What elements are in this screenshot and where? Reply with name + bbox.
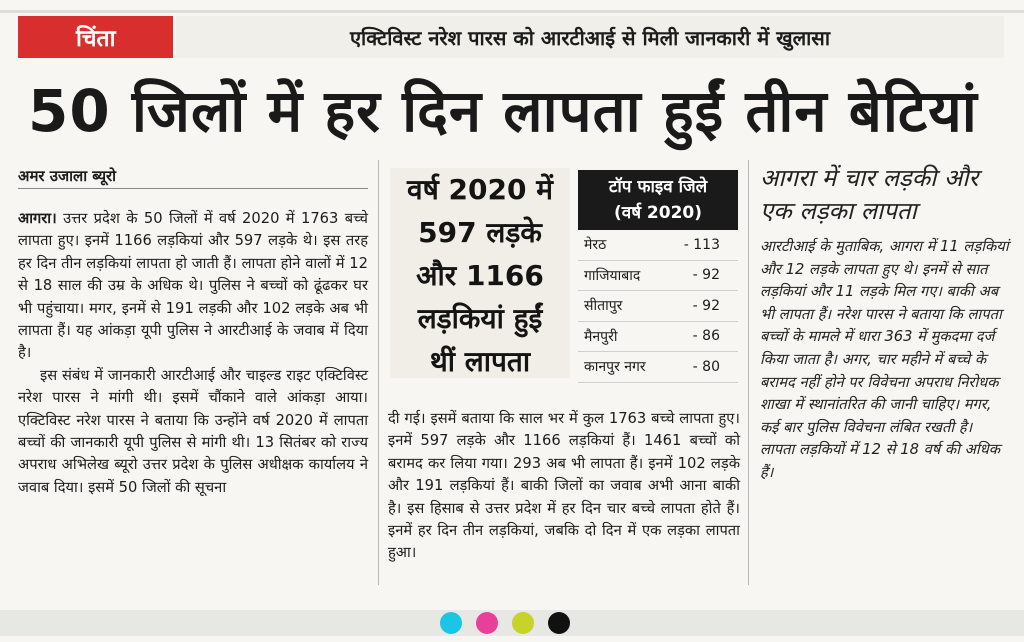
district-name: मेरठ <box>584 237 607 254</box>
top-five-districts-table <box>578 170 738 383</box>
district-name: सीतापुर <box>584 298 623 315</box>
article-column-2 <box>388 408 740 565</box>
district-count: - 113 <box>683 236 720 253</box>
top-five-header <box>578 170 738 230</box>
byline: अमर उजाला ब्यूरो <box>18 167 117 185</box>
sidebar-title: आगरा में चार लड़की और एक लड़का लापता <box>760 164 979 225</box>
district-name: मैनपुरी <box>584 328 618 345</box>
dateline: आगरा। <box>18 210 57 227</box>
district-count: - 86 <box>692 328 720 345</box>
top-five-title: टॉप फाइव जिले <box>608 177 708 197</box>
district-name: गाजियाबाद <box>584 267 641 284</box>
district-name: कानपुर नगर <box>584 359 646 376</box>
sidebar-paragraph: आरटीआई के मुताबिक, आगरा में 11 लड़कियां और 12 लड़के लापता हुए थे। इनमें से सात लड़कियां और 11 लड़के मिल गए। बाकी अब भी लापता हैं। नरेश पारस ने बताया कि लापता बच्चों के मामले में धारा 363 में मुकदमा दर्ज किया जाता है। अगर, चार महीने में बच्चे के बरामद नहीं होने पर विवेचना अपराध निरोधक शाखा में स्थानांतरित की जानी चाहिए। मगर, कई बार पुलिस विवेचना लंबित रखती है। लापता लड़कियों में 12 से 18 वर्ष की अधिक हैं। <box>760 238 1009 481</box>
registration-dot-yellow <box>512 612 534 634</box>
byline-divider <box>18 188 368 189</box>
highlight-line-2: 597 लड़के <box>418 216 542 249</box>
category-tag: चिंता <box>18 16 173 58</box>
highlight-line-5: थीं लापता <box>429 345 531 378</box>
paragraph-3: दी गई। इसमें बताया कि साल भर में कुल 1763 बच्चे लापता हुए। इनमें 597 लड़के और 1166 लड़कियां हैं। 1461 बच्चों को बरामद कर लिया गया। 293 अब भी लापता हैं। इनमें 102 लड़के और 191 लड़कियां हैं। बाकी जिलों का जवाब अभी आना बाकी है। इस हिसाब से उत्तर प्रदेश में हर दिन चार बच्चे लापता होते हैं। इनमें हर दिन तीन लड़कियां, जबकि दो दिन में एक लड़का लापता हुआ। <box>388 410 740 562</box>
district-count: - 92 <box>692 267 720 284</box>
table-row <box>578 322 738 353</box>
registration-dot-black <box>548 612 570 634</box>
registration-dot-magenta <box>476 612 498 634</box>
highlight-line-3: और 1166 <box>416 259 544 292</box>
paragraph-2: इस संबंध में जानकारी आरटीआई और चाइल्ड राइट एक्टिविस्ट नरेश पारस ने मांगी थी। इसमें चौंकाने वाले आंकड़ा आया। एक्टिविस्ट नरेश पारस ने बताया कि उन्होंने वर्ष 2020 में लापता बच्चों की जानकारी यूपी पुलिस से मांगी थी। 13 सितंबर को राज्य अपराध अभिलेख ब्यूरो उत्तर प्रदेश के पुलिस अधीक्षक कार्यालय ने जवाब दिया। इसमें 50 जिलों की सूचना <box>18 366 368 496</box>
highlight-line-1: वर्ष 2020 में <box>407 173 553 206</box>
kicker-line: एक्टिविस्ट नरेश पारस को आरटीआई से मिली जानकारी में खुलासा <box>176 16 1004 58</box>
table-row <box>578 261 738 292</box>
headline: 50 जिलों में हर दिन लापता हुईं तीन बेटियां <box>28 77 978 145</box>
top-rule <box>0 10 1024 13</box>
table-row <box>578 230 738 261</box>
column-divider-1 <box>378 160 379 585</box>
top-five-year: (वर्ष 2020) <box>613 203 703 223</box>
table-row <box>578 291 738 322</box>
column-divider-2 <box>748 160 749 585</box>
article-column-1 <box>18 208 368 499</box>
sidebar-body <box>760 236 1010 485</box>
paragraph-1 <box>18 208 368 365</box>
table-row <box>578 352 738 383</box>
district-count: - 80 <box>692 358 720 375</box>
paragraph-1-text: उत्तर प्रदेश के 50 जिलों में वर्ष 2020 में 1763 बच्चे लापता हुए। इनमें 1166 लड़कियां और 597 लड़के थे। इस तरह हर दिन तीन लड़कियां लापता हो जाती हैं। लापता होने वालों में 12 से 18 साल की उम्र के अधिक थे। पुलिस ने बच्चों को ढूंढकर घर भी पहुंचाया। मगर, इनमें से 191 लड़की और 102 लड़के अब भी लापता हैं। यह आंकड़ा यूपी पुलिस ने आरटीआई के जवाब में दिया है। <box>18 210 369 362</box>
registration-dot-cyan <box>440 612 462 634</box>
district-count: - 92 <box>692 297 720 314</box>
highlight-line-4: लड़कियां हुईं <box>417 302 543 335</box>
highlight-box <box>390 168 570 378</box>
